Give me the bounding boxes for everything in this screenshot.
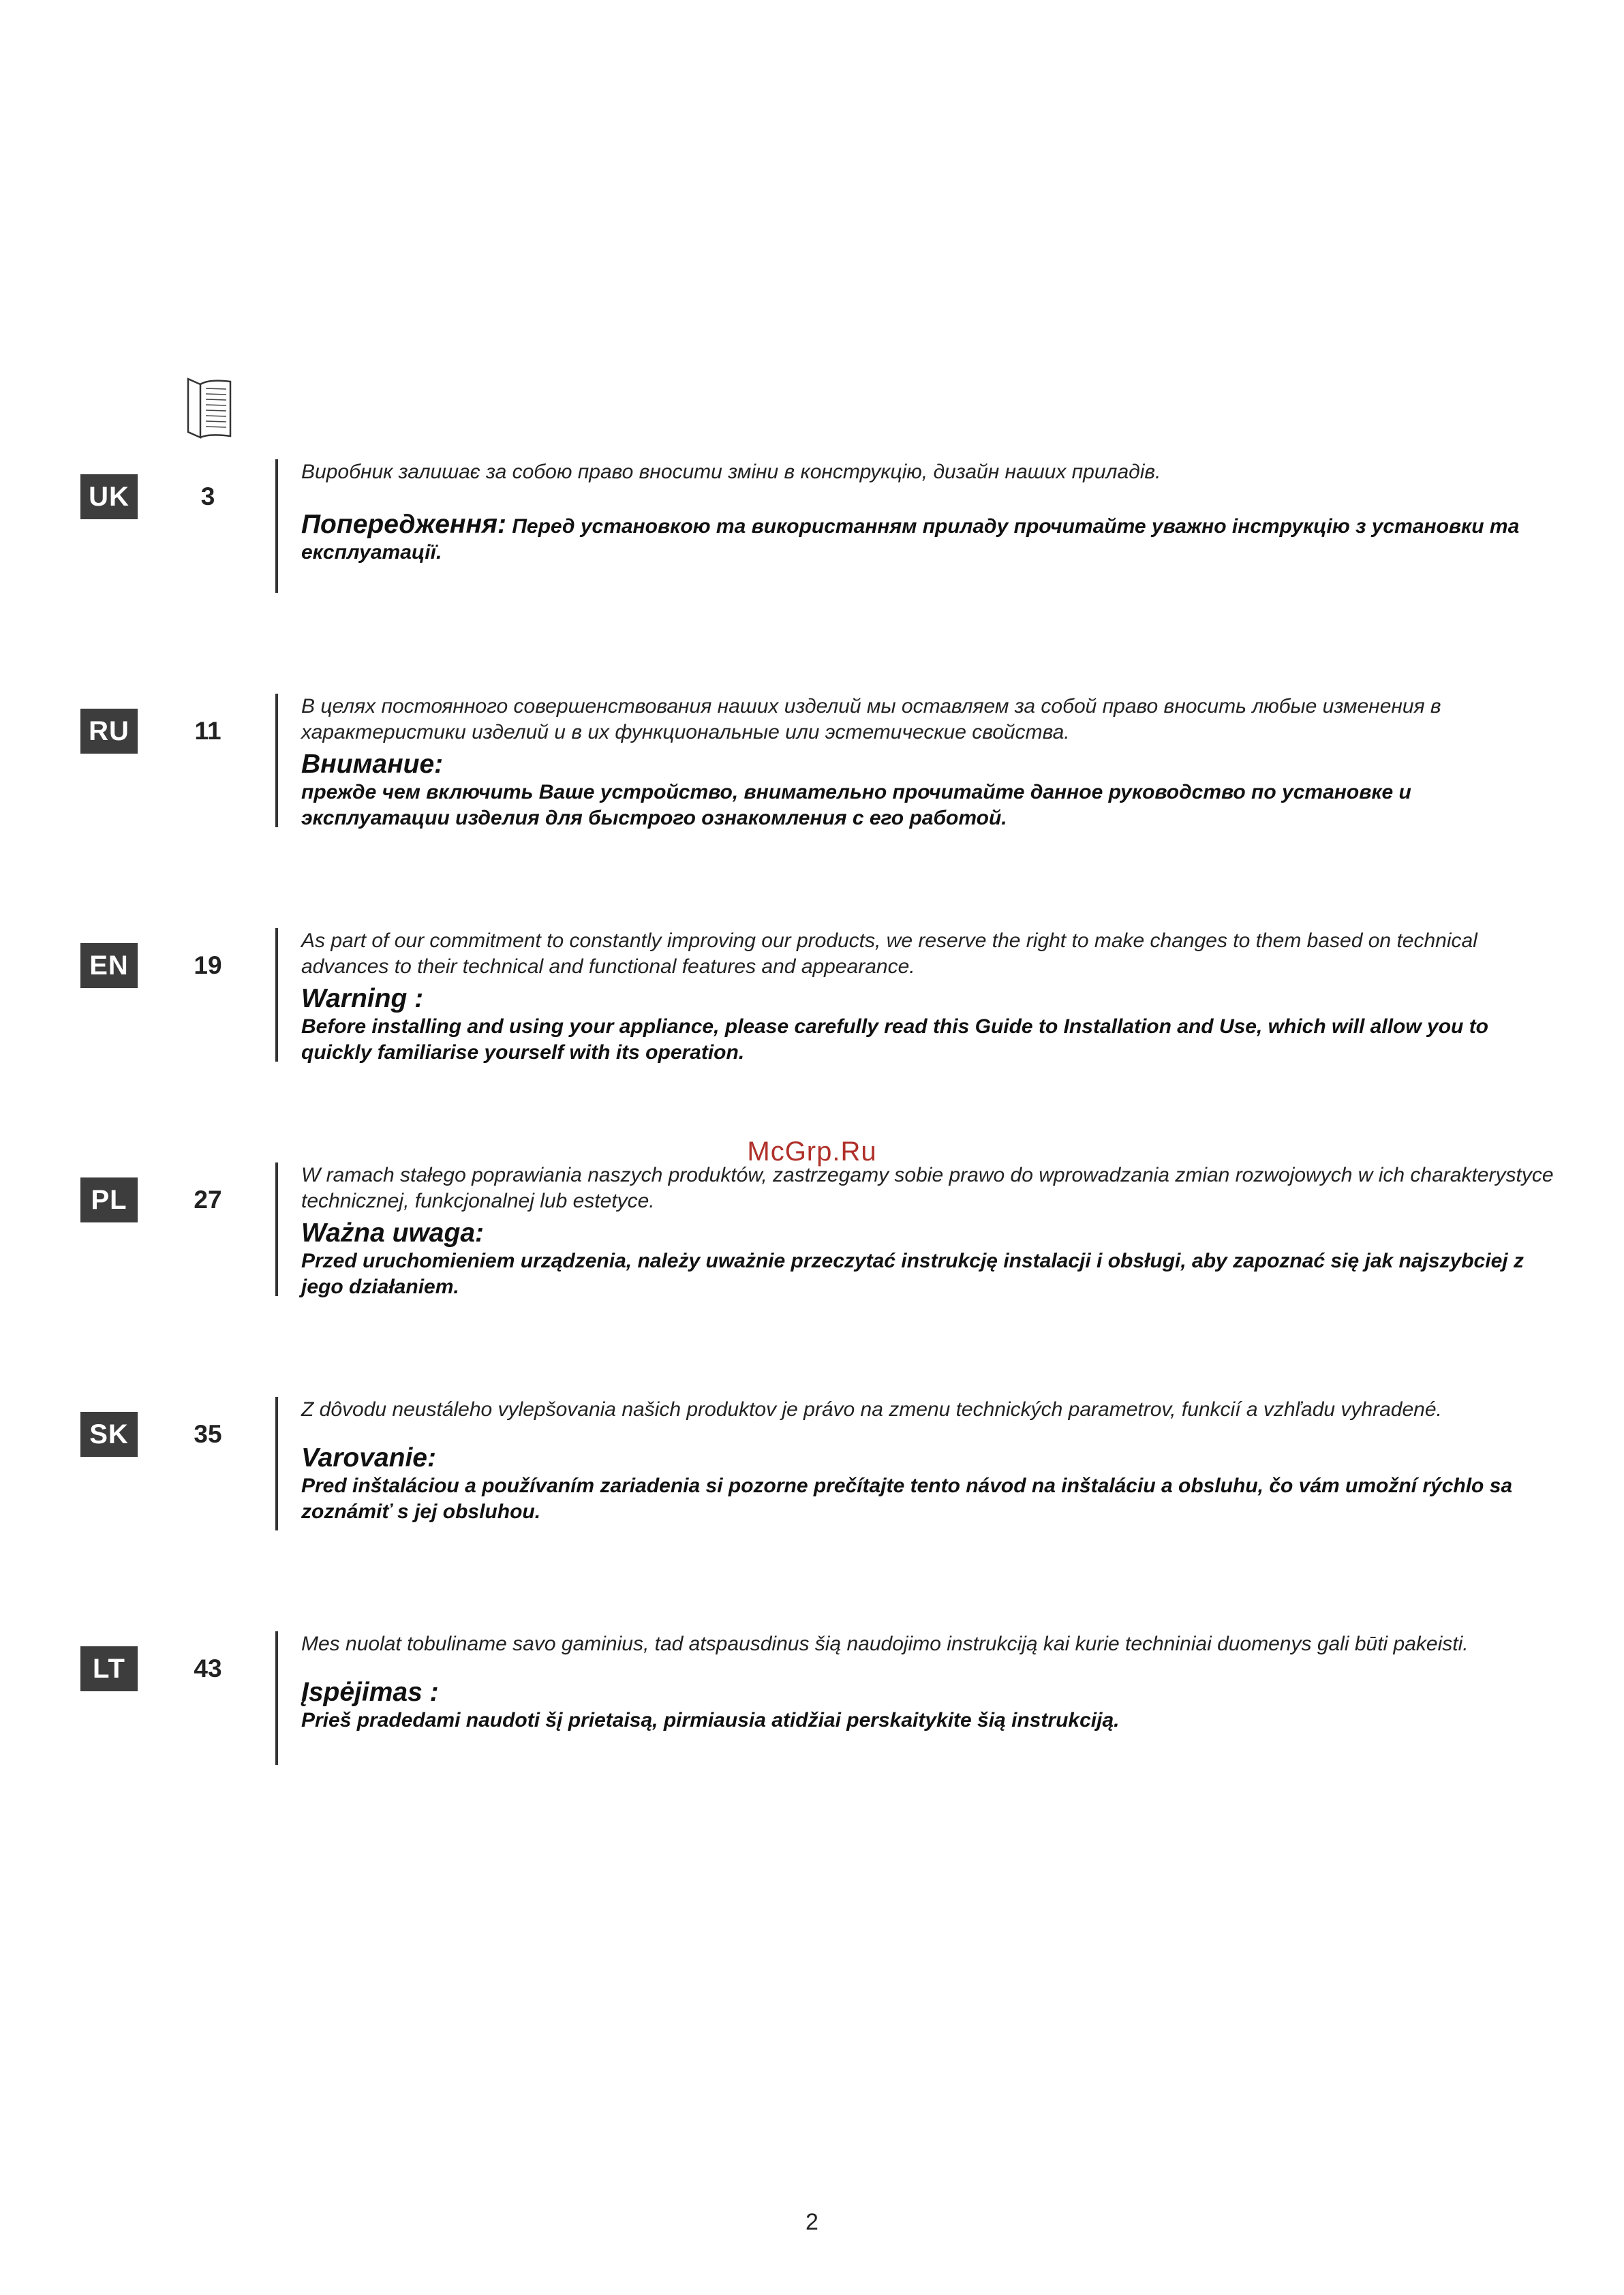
divider-bar	[275, 1631, 278, 1765]
section-content	[301, 1162, 1555, 1300]
language-badge: PL	[80, 1177, 138, 1222]
page-reference: 3	[200, 482, 215, 510]
warning-title: Varovanie:	[301, 1443, 436, 1473]
warning-text: Before installing and using your appliance, please carefully read this Guide to Installation and Use, which will allow you to quickly familiarise yourself with its operation.	[301, 1015, 1489, 1064]
section-content	[301, 459, 1555, 566]
intro-text: Z dôvodu neustáleho vylepšovania našich produktov je právo na zmenu technických parametrov, funkcií a vzhľadu vyhradené.	[301, 1398, 1442, 1421]
language-badge: UK	[80, 474, 138, 519]
warning-title: Ważna uwaga:	[301, 1218, 484, 1248]
divider-bar	[275, 694, 278, 827]
divider-bar	[275, 1397, 278, 1530]
section-ru	[0, 695, 1624, 886]
language-badge: EN	[80, 943, 138, 988]
section-lt	[0, 1633, 1624, 1823]
intro-text: Виробник залишає за собою право вносити зміни в конструкцію, дизайн наших приладів.	[301, 461, 1161, 483]
divider-bar	[275, 928, 278, 1062]
intro-text: As part of our commitment to constantly improving our products, we reserve the right to make changes to them based on technical advances to their technical and functional features and appearance.	[301, 929, 1477, 978]
section-uk	[0, 461, 1624, 651]
warning-text: Перед установкою та використанням приладу прочитайте уважно інструкцію з установки та експлуатації.	[301, 515, 1520, 564]
warning-title: Įspėjimas :	[301, 1678, 439, 1707]
section-en	[0, 929, 1624, 1120]
page-reference: 27	[194, 1186, 222, 1214]
section-content	[301, 694, 1555, 831]
warning-title: Попередження:	[301, 510, 506, 539]
warning-title: Внимание:	[301, 750, 444, 779]
page-reference: 43	[194, 1654, 222, 1682]
section-content	[301, 928, 1555, 1066]
section-pl	[0, 1164, 1624, 1355]
book-icon	[185, 376, 233, 441]
page-reference: 35	[194, 1420, 222, 1448]
intro-text: Mes nuolat tobuliname savo gaminius, tad atspausdinus šią naudojimo instrukciją kai kurie techniniai duomenys gali būti pakeisti.	[301, 1633, 1469, 1655]
intro-text: В целях постоянного совершенствования наших изделий мы оставляем за собой право вносить любые изменения в характеристики изделий и в их функциональные или эстетические свойства.	[301, 695, 1441, 743]
page-reference: 19	[194, 951, 222, 979]
language-badge: SK	[80, 1412, 138, 1457]
watermark: McGrp.Ru	[747, 1137, 877, 1167]
warning-text: прежде чем включить Ваше устройство, внимательно прочитайте данное руководство по установке и эксплуатации изделия для быстрого ознакомления с его работой.	[301, 781, 1411, 829]
divider-bar	[275, 1162, 278, 1296]
section-content	[301, 1397, 1555, 1525]
warning-text: Pred inštaláciou a používaním zariadenia si pozorne prečítajte tento návod na inštaláciu a obsluhu, čo vám umožní rýchlo sa zoznámiť s jej obsluhou.	[301, 1475, 1513, 1523]
warning-text: Przed uruchomieniem urządzenia, należy uważnie przeczytać instrukcję instalacji i obsługi, aby zapoznać się jak najszybciej z jego działaniem.	[301, 1250, 1524, 1298]
section-sk	[0, 1398, 1624, 1589]
warning-block	[301, 510, 1555, 566]
language-badge: RU	[80, 709, 138, 754]
warning-text: Prieš pradedami naudoti šį prietaisą, pirmiausia atidžiai perskaitykite šią instrukciją.	[301, 1709, 1120, 1731]
page-reference: 11	[194, 717, 221, 745]
section-content	[301, 1631, 1555, 1734]
intro-text: W ramach stałego poprawiania naszych produktów, zastrzegamy sobie prawo do wprowadzania zmian rozwojowych w ich charakterystyce technicznej, funkcjonalnej lub estetyce.	[301, 1164, 1554, 1212]
language-badge: LT	[80, 1646, 138, 1691]
footer-page-number: 2	[806, 2209, 818, 2235]
warning-title: Warning :	[301, 984, 424, 1013]
divider-bar	[275, 459, 278, 593]
